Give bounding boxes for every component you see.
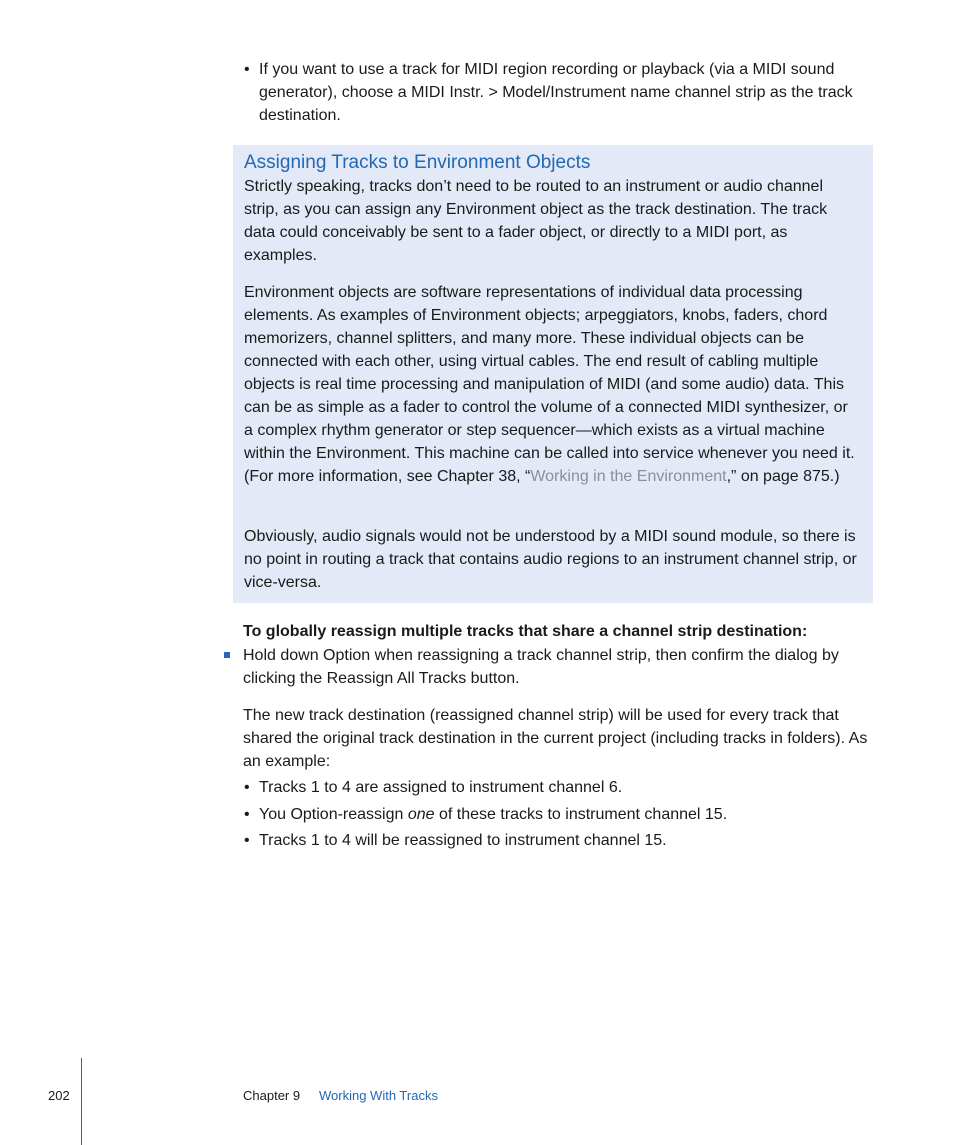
note-paragraph-2-text: Environment objects are software representations of individual data processing elements. As examples of Environment objects; arpeggiators, knobs, faders, chord memorizers, channel splitters, and many more. These individual objects can be connected with each other, using virtual cables. The end result of cabling multiple objects is real time processing and manipulation of MIDI (and some audio) data. This can be as simple as a fader to control the volume of a connected MIDI synthesizer, or a complex rhythm generator or step sequencer—which exists as a virtual machine within the Environment. This machine can be called into service whenever you need it. (For more information, see Chapter 38, “	[244, 284, 855, 485]
page-number: 202	[48, 1088, 70, 1103]
example-item-2	[244, 803, 874, 826]
footer-chapter-label: Chapter 9	[243, 1088, 301, 1103]
bullet-marker: •	[244, 832, 250, 849]
footer-chapter-title: Working With Tracks	[319, 1088, 438, 1103]
task-step-text: Hold down Option when reassigning a track channel strip, then confirm the dialog by clicking the Reassign All Tracks button.	[243, 647, 839, 687]
intro-bullet-text: If you want to use a track for MIDI region recording or playback (via a MIDI sound generator), choose a MIDI Instr. > Model/Instrument name channel strip as the track destination.	[259, 61, 853, 124]
example-item-3	[244, 829, 874, 852]
example-text-2-emphasis: one	[407, 806, 435, 823]
note-paragraph-2-tail: ,” on page 875.)	[726, 468, 840, 485]
footer-divider	[81, 1058, 82, 1145]
bullet-marker: •	[244, 61, 250, 78]
bullet-marker: •	[244, 779, 250, 796]
example-text-3: Tracks 1 to 4 will be reassigned to instrument channel 15.	[259, 832, 667, 849]
note-heading: Assigning Tracks to Environment Objects	[244, 152, 591, 173]
intro-bullet-item	[244, 58, 874, 127]
example-text-2-end: of these tracks to instrument channel 15.	[434, 806, 728, 823]
example-text-2	[259, 803, 874, 826]
square-bullet-icon	[224, 652, 230, 658]
note-paragraph-3: Obviously, audio signals would not be understood by a MIDI sound module, so there is no point in routing a track that contains audio regions to an instrument channel strip, or vice-versa.	[244, 528, 857, 591]
note-paragraph-2	[244, 281, 860, 488]
task-step	[224, 644, 864, 690]
example-item-1	[244, 776, 874, 799]
result-paragraph: The new track destination (reassigned channel strip) will be used for every track that shared the original track destination in the current project (including tracks in folders). As an example:	[243, 707, 868, 770]
example-text-2-start: You Option-reassign	[259, 806, 408, 823]
example-text-1: Tracks 1 to 4 are assigned to instrument channel 6.	[259, 779, 623, 796]
note-paragraph-1: Strictly speaking, tracks don’t need to be routed to an instrument or audio channel strip, as you can assign any Environment object as the track destination. The track data could conceivably be sent to a fader object, or directly to a MIDI port, as examples.	[244, 178, 828, 264]
environment-chapter-link[interactable]: Working in the Environment	[530, 468, 727, 485]
bullet-marker: •	[244, 806, 250, 823]
task-heading: To globally reassign multiple tracks that share a channel strip destination:	[243, 623, 808, 640]
